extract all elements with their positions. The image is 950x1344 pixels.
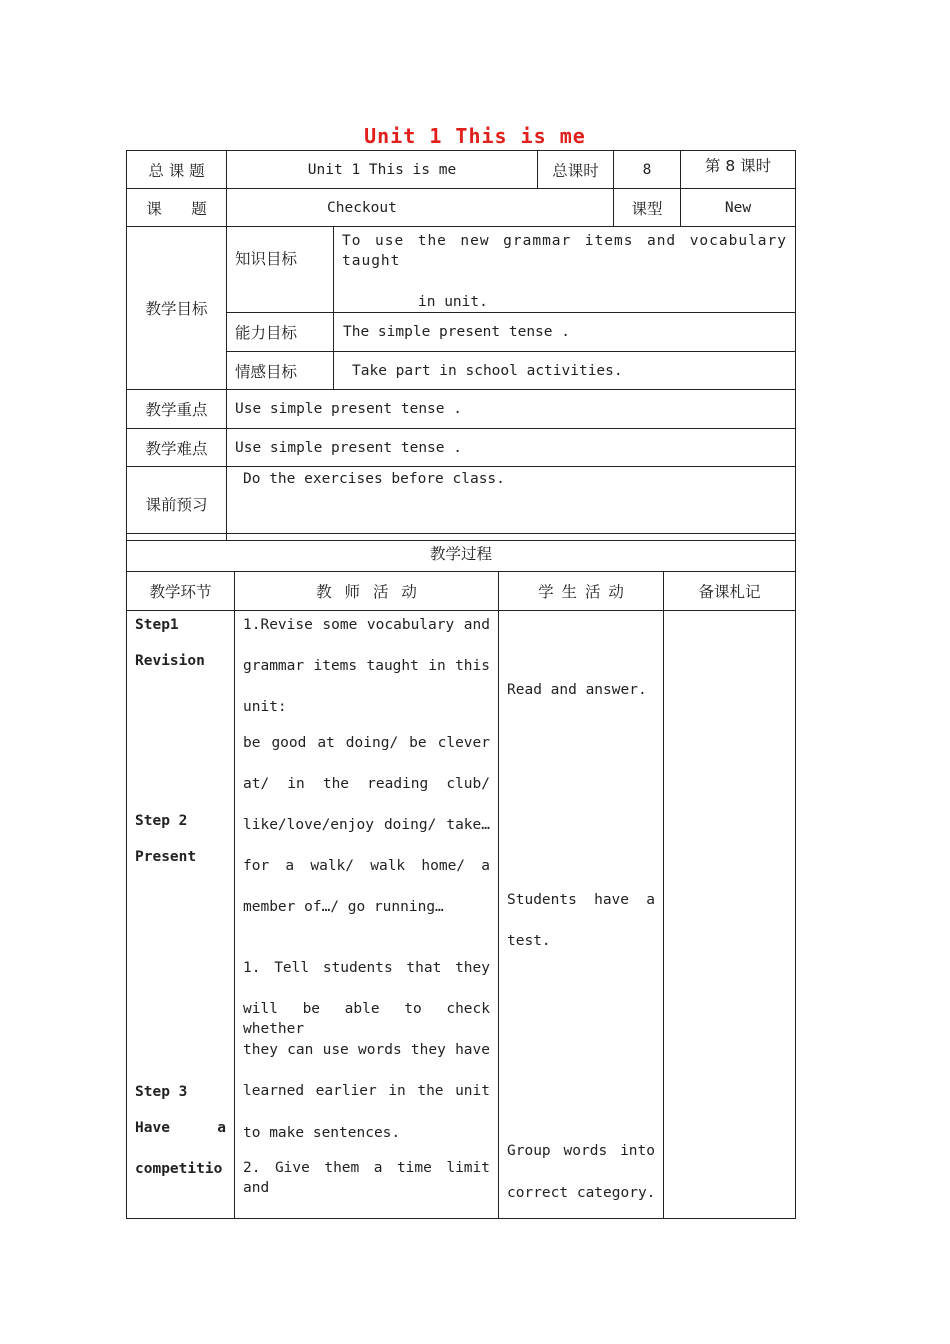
teacher-line-7: for a walk/ walk home/ a [243,858,490,874]
teacher-line-2: grammar items taught in this [243,658,490,674]
difficulty-value: Use simple present tense . [227,429,796,467]
step-3-title: Step 3 [135,1084,188,1100]
steps-cell [127,611,235,1219]
preview-label: 课前预习 [127,467,227,541]
step-2-title: Step 2 [135,813,188,829]
teacher-line-10: will be able to check whether [243,1001,490,1037]
student-activities-cell [499,611,664,1219]
column-header-step: 教学环节 [127,572,235,611]
knowledge-line-2: in unit. [418,294,488,310]
emotion-value: Take part in school activities. [334,352,796,390]
notes-cell [664,611,796,1219]
teacher-line-8: member of…/ go running… [243,899,444,915]
teacher-line-13: to make sentences. [243,1125,401,1141]
knowledge-line-1: To use the new grammar items and vocabulary taught [342,233,787,269]
column-header-teacher: 教 师 活 动 [235,572,499,611]
preview-value: Do the exercises before class. [227,467,796,541]
topic-value: Checkout [227,189,614,227]
lesson-number: 第 8 课时 [681,151,796,189]
column-header-student: 学 生 活 动 [499,572,664,611]
student-line-3: test. [507,933,551,949]
lesson-info-table [126,150,796,541]
teacher-line-12: learned earlier in the unit [243,1083,490,1099]
teacher-line-1: 1.Revise some vocabulary and [243,617,490,633]
process-title: 教学过程 [127,534,796,572]
page-title: Unit 1 This is me [364,124,586,148]
difficulty-label: 教学难点 [127,429,227,467]
teacher-line-6: like/love/enjoy doing/ take… [243,817,490,833]
emotion-label: 情感目标 [227,352,334,390]
topic-label: 课 题 [127,189,227,227]
lesson-type-value: New [681,189,796,227]
ability-value: The simple present tense . [334,313,796,352]
step-1-title: Step1 [135,617,179,633]
column-header-notes: 备课札记 [664,572,796,611]
step-3-name-part-3: competitio [135,1161,223,1177]
knowledge-label: 知识目标 [227,227,334,313]
teaching-process-table [126,533,796,1219]
step-1-name: Revision [135,653,205,669]
student-line-1: Read and answer. [507,682,647,698]
student-line-4: Group words into [507,1143,655,1159]
key-point-value: Use simple present tense . [227,390,796,429]
total-topic-value: Unit 1 This is me [227,151,538,189]
total-hours-label: 总课时 [538,151,614,189]
student-line-5: correct category. [507,1185,656,1201]
step-3-name-part-1: Have [135,1120,170,1136]
teacher-line-5: at/ in the reading club/ [243,776,490,792]
step-3-name-part-2: a [217,1120,226,1136]
objectives-label: 教学目标 [127,227,227,390]
teacher-line-4: be good at doing/ be clever [243,735,490,751]
teacher-activities-cell [235,611,499,1219]
teacher-line-14: 2. Give them a time limit and [243,1160,490,1196]
teacher-line-9: 1. Tell students that they [243,960,490,976]
key-point-label: 教学重点 [127,390,227,429]
step-2-name: Present [135,849,197,865]
teacher-line-3: unit: [243,699,287,715]
ability-label: 能力目标 [227,313,334,352]
lesson-type-label: 课型 [614,189,681,227]
total-hours-value: 8 [614,151,681,189]
teacher-line-11: they can use words they have [243,1042,490,1058]
total-topic-label: 总 课 题 [127,151,227,189]
student-line-2: Students have a [507,892,655,908]
